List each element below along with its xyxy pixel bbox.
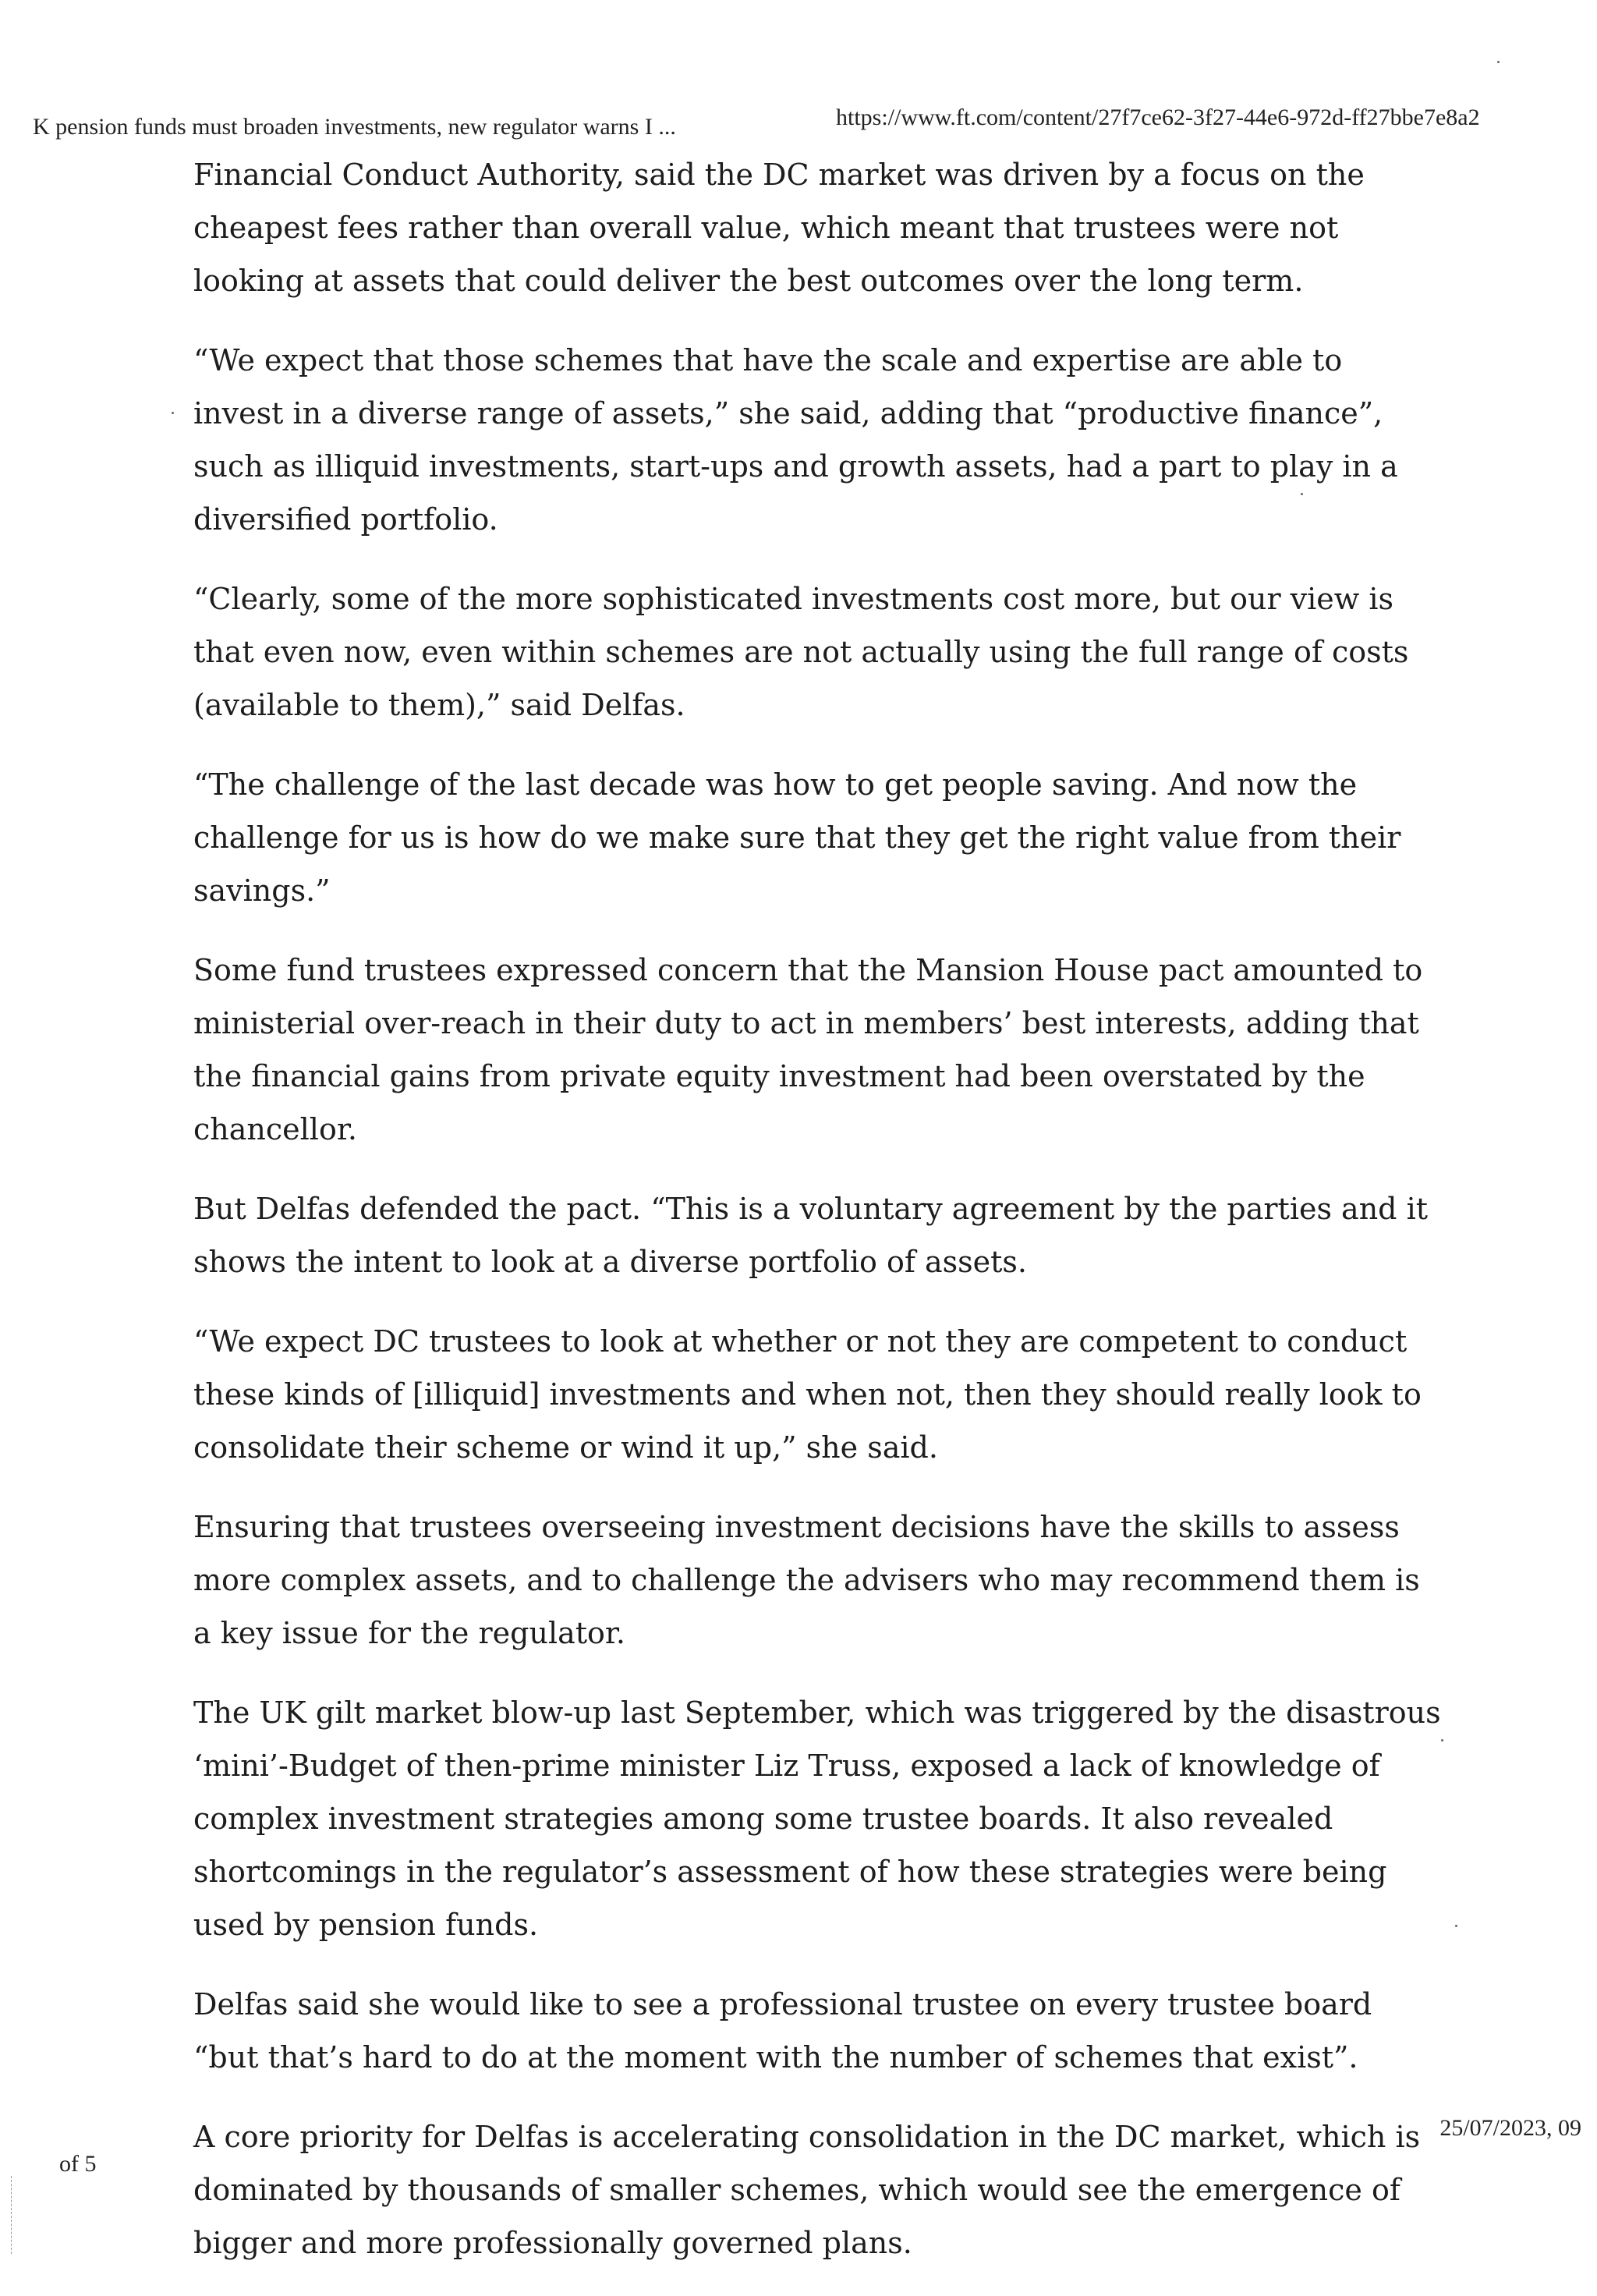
- article-paragraph: Some fund trustees expressed concern that the Mansion House pact amounted to ministerial over-reach in their duty to act in members’ best interests, adding that the financial gains from private equity investment had been overstated by the chancellor.: [193, 953, 1423, 1146]
- article-paragraph: The UK gilt market blow-up last September, which was triggered by the disastrous ‘mini’-Budget of then-prime minister Liz Truss, exposed a lack of knowledge of complex investment strategies among some trustee boards. It also revealed shortcomings in the regulator’s assessment of how these strategies were being used by pension funds.: [193, 1695, 1441, 1942]
- article-paragraph: “We expect DC trustees to look at whether or not they are competent to conduct these kinds of [illiquid] investments and when not, then they should really look to consolidate their scheme or wind it up,” she said.: [193, 1324, 1422, 1465]
- article-paragraph: Delfas said she would like to see a professional trustee on every trustee board “but that’s hard to do at the moment with the number of schemes that exist”.: [193, 1987, 1372, 2075]
- article-paragraph: “We expect that those schemes that have the scale and expertise are able to invest in a diverse range of assets,” she said, adding that “productive finance”, such as illiquid investments, start-ups and growth assets, had a part to play in a diversified portfolio.: [193, 343, 1398, 537]
- article-body: [193, 148, 1441, 2296]
- scan-speck: [1497, 61, 1500, 63]
- article-paragraph: Ensuring that trustees overseeing investment decisions have the skills to assess more complex assets, and to challenge the advisers who may recommend them is a key issue for the regulator.: [193, 1510, 1420, 1650]
- scan-speck: [1441, 1739, 1443, 1741]
- scan-speck: [1301, 493, 1303, 495]
- article-paragraph: “The challenge of the last decade was how to get people saving. And now the challenge for us is how do we make sure that they get the right value from their savings.”: [193, 767, 1401, 908]
- scan-speck: [172, 412, 174, 414]
- print-footer-page-number: of 5: [59, 2151, 97, 2177]
- scan-edge-line: [11, 2176, 12, 2254]
- article-paragraph: “Clearly, some of the more sophisticated investments cost more, but our view is that even now, even within schemes are not actually using the full range of costs (available to them),” said Delfas.: [193, 582, 1409, 722]
- print-footer-date: 25/07/2023, 09: [1439, 2115, 1581, 2141]
- article-paragraph: But Delfas defended the pact. “This is a voluntary agreement by the parties and it shows the intent to look at a diverse portfolio of assets.: [193, 1192, 1428, 1279]
- scan-speck: [1455, 1925, 1457, 1927]
- article-paragraph: Financial Conduct Authority, said the DC market was driven by a focus on the cheapest fees rather than overall value, which meant that trustees were not looking at assets that could deliver the best outcomes over the long term.: [193, 158, 1365, 298]
- print-header-title: K pension funds must broaden investments, new regulator warns I ...: [33, 114, 676, 140]
- print-header-url: https://www.ft.com/content/27f7ce62-3f27-44e6-972d-ff27bbe7e8a2: [836, 105, 1480, 130]
- article-paragraph: A core priority for Delfas is accelerating consolidation in the DC market, which is dominated by thousands of smaller schemes, which would see the emergence of bigger and more professionally governed plans.: [193, 2120, 1421, 2260]
